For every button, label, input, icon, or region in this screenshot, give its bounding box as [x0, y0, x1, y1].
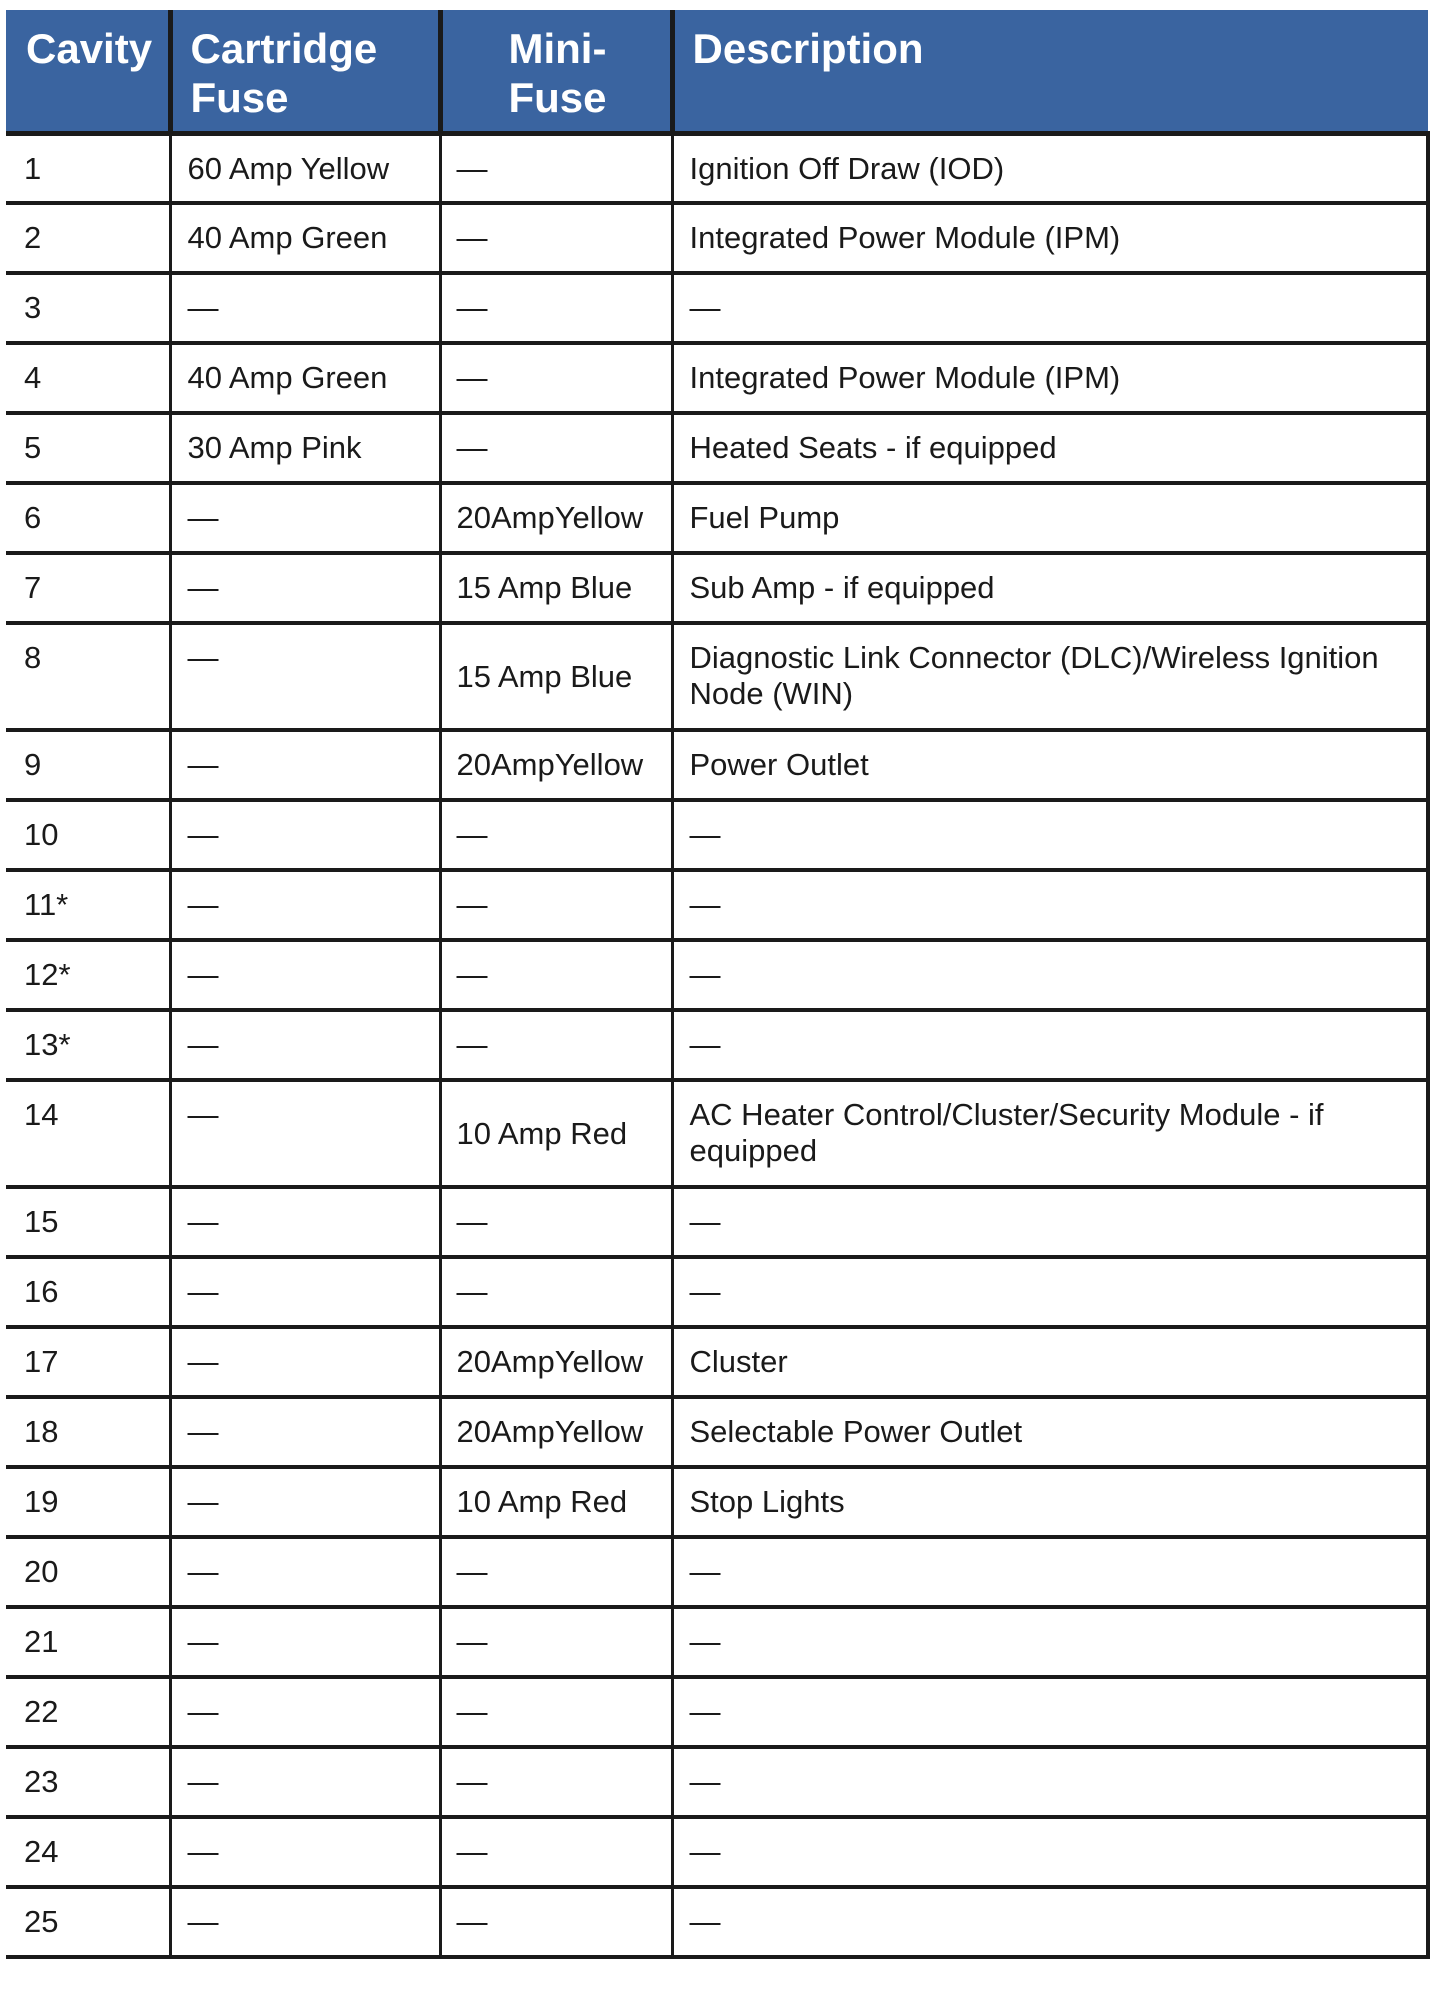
description-cell: Stop Lights: [672, 1467, 1428, 1537]
description-cell: —: [672, 870, 1428, 940]
table-row: [6, 413, 1428, 483]
cartridge-fuse-cell: —: [170, 800, 440, 870]
fuse-table-container: [6, 10, 1428, 1959]
mini-fuse-cell: 20AmpYellow: [440, 1327, 672, 1397]
description-cell: Selectable Power Outlet: [672, 1397, 1428, 1467]
cartridge-fuse-cell: —: [170, 1327, 440, 1397]
description-cell: —: [672, 1010, 1428, 1080]
description-cell: AC Heater Control/Cluster/Security Module - if equipped: [672, 1080, 1428, 1187]
mini-fuse-cell: —: [440, 1887, 672, 1957]
mini-fuse-cell: 15 Amp Blue: [440, 623, 672, 730]
description-cell: Fuel Pump: [672, 483, 1428, 553]
table-row: [6, 273, 1428, 343]
mini-fuse-cell: —: [440, 203, 672, 273]
cartridge-fuse-cell: —: [170, 1397, 440, 1467]
cartridge-fuse-cell: 60 Amp Yellow: [170, 133, 440, 203]
description-cell: Integrated Power Module (IPM): [672, 343, 1428, 413]
cavity-cell: 22: [6, 1677, 170, 1747]
cavity-cell: 18: [6, 1397, 170, 1467]
description-cell: —: [672, 1257, 1428, 1327]
description-cell: —: [672, 273, 1428, 343]
description-cell: Diagnostic Link Connector (DLC)/Wireless Ignition Node (WIN): [672, 623, 1428, 730]
cavity-cell: 23: [6, 1747, 170, 1817]
cavity-cell: 4: [6, 343, 170, 413]
cavity-cell: 15: [6, 1187, 170, 1257]
cavity-cell: 5: [6, 413, 170, 483]
description-cell: —: [672, 800, 1428, 870]
table-row: [6, 1817, 1428, 1887]
cartridge-fuse-cell: —: [170, 553, 440, 623]
cavity-cell: 3: [6, 273, 170, 343]
cavity-cell: 17: [6, 1327, 170, 1397]
table-row: [6, 1467, 1428, 1537]
table-row: [6, 553, 1428, 623]
cartridge-fuse-cell: —: [170, 1187, 440, 1257]
table-row: [6, 1747, 1428, 1817]
mini-fuse-cell: —: [440, 1817, 672, 1887]
cartridge-fuse-cell: —: [170, 623, 440, 730]
description-cell: Ignition Off Draw (IOD): [672, 133, 1428, 203]
cartridge-fuse-cell: —: [170, 1677, 440, 1747]
cartridge-fuse-cell: —: [170, 1817, 440, 1887]
header-mini-fuse: [440, 10, 672, 133]
cartridge-fuse-cell: —: [170, 273, 440, 343]
description-cell: Sub Amp - if equipped: [672, 553, 1428, 623]
table-row: [6, 1080, 1428, 1187]
mini-fuse-cell: —: [440, 870, 672, 940]
table-row: [6, 1010, 1428, 1080]
cartridge-fuse-cell: —: [170, 1887, 440, 1957]
cavity-cell: 19: [6, 1467, 170, 1537]
cavity-cell: 13*: [6, 1010, 170, 1080]
cartridge-fuse-cell: —: [170, 940, 440, 1010]
table-row: [6, 1397, 1428, 1467]
table-row: [6, 870, 1428, 940]
mini-fuse-cell: —: [440, 133, 672, 203]
table-header: [6, 10, 1428, 133]
description-cell: Cluster: [672, 1327, 1428, 1397]
cavity-cell: 24: [6, 1817, 170, 1887]
table-row: [6, 343, 1428, 413]
table-row: [6, 1327, 1428, 1397]
cartridge-fuse-cell: —: [170, 1747, 440, 1817]
cavity-cell: 8: [6, 623, 170, 730]
cartridge-fuse-cell: —: [170, 1467, 440, 1537]
description-cell: —: [672, 1817, 1428, 1887]
mini-fuse-cell: 20AmpYellow: [440, 1397, 672, 1467]
table-row: [6, 940, 1428, 1010]
description-cell: —: [672, 1747, 1428, 1817]
header-cartridge-line1: Cartridge: [190, 25, 378, 72]
mini-fuse-cell: —: [440, 1537, 672, 1607]
cartridge-fuse-cell: —: [170, 1010, 440, 1080]
mini-fuse-cell: 20AmpYellow: [440, 483, 672, 553]
table-row: [6, 203, 1428, 273]
header-cartridge-line2: Fuse: [190, 74, 289, 121]
description-cell: —: [672, 1187, 1428, 1257]
description-cell: —: [672, 1677, 1428, 1747]
description-cell: Heated Seats - if equipped: [672, 413, 1428, 483]
cartridge-fuse-cell: —: [170, 870, 440, 940]
cavity-cell: 21: [6, 1607, 170, 1677]
mini-fuse-cell: —: [440, 1010, 672, 1080]
mini-fuse-cell: 10 Amp Red: [440, 1467, 672, 1537]
cavity-cell: 20: [6, 1537, 170, 1607]
cavity-cell: 1: [6, 133, 170, 203]
description-cell: —: [672, 940, 1428, 1010]
cavity-cell: 25: [6, 1887, 170, 1957]
table-row: [6, 730, 1428, 800]
mini-fuse-cell: —: [440, 1747, 672, 1817]
cavity-cell: 10: [6, 800, 170, 870]
table-body: [6, 133, 1428, 1957]
mini-fuse-cell: 15 Amp Blue: [440, 553, 672, 623]
table-row: [6, 133, 1428, 203]
cartridge-fuse-cell: 40 Amp Green: [170, 343, 440, 413]
cartridge-fuse-cell: —: [170, 1607, 440, 1677]
cartridge-fuse-cell: 30 Amp Pink: [170, 413, 440, 483]
table-row: [6, 1187, 1428, 1257]
table-row: [6, 1677, 1428, 1747]
mini-fuse-cell: 20AmpYellow: [440, 730, 672, 800]
cartridge-fuse-cell: —: [170, 483, 440, 553]
cavity-cell: 11*: [6, 870, 170, 940]
mini-fuse-cell: —: [440, 273, 672, 343]
description-cell: —: [672, 1537, 1428, 1607]
mini-fuse-cell: —: [440, 413, 672, 483]
mini-fuse-cell: —: [440, 1257, 672, 1327]
fuse-table: [6, 10, 1430, 1959]
header-mini-line1: Mini-: [508, 25, 607, 72]
cavity-cell: 2: [6, 203, 170, 273]
description-cell: —: [672, 1887, 1428, 1957]
table-row: [6, 1887, 1428, 1957]
cartridge-fuse-cell: —: [170, 1537, 440, 1607]
cavity-cell: 7: [6, 553, 170, 623]
header-cartridge-fuse: [170, 10, 440, 133]
header-description: Description: [672, 10, 1428, 133]
description-cell: Power Outlet: [672, 730, 1428, 800]
mini-fuse-cell: —: [440, 343, 672, 413]
description-cell: —: [672, 1607, 1428, 1677]
table-row: [6, 1607, 1428, 1677]
cavity-cell: 12*: [6, 940, 170, 1010]
mini-fuse-cell: —: [440, 940, 672, 1010]
mini-fuse-cell: —: [440, 1187, 672, 1257]
mini-fuse-cell: —: [440, 1677, 672, 1747]
cavity-cell: 14: [6, 1080, 170, 1187]
cavity-cell: 6: [6, 483, 170, 553]
mini-fuse-cell: —: [440, 800, 672, 870]
cartridge-fuse-cell: —: [170, 1080, 440, 1187]
cartridge-fuse-cell: —: [170, 730, 440, 800]
table-row: [6, 483, 1428, 553]
cartridge-fuse-cell: 40 Amp Green: [170, 203, 440, 273]
header-mini-line2: Fuse: [508, 74, 607, 121]
description-cell: Integrated Power Module (IPM): [672, 203, 1428, 273]
cavity-cell: 9: [6, 730, 170, 800]
table-row: [6, 1537, 1428, 1607]
table-row: [6, 800, 1428, 870]
header-cavity: Cavity: [6, 10, 170, 133]
cavity-cell: 16: [6, 1257, 170, 1327]
table-row: [6, 623, 1428, 730]
mini-fuse-cell: —: [440, 1607, 672, 1677]
table-row: [6, 1257, 1428, 1327]
cartridge-fuse-cell: —: [170, 1257, 440, 1327]
mini-fuse-cell: 10 Amp Red: [440, 1080, 672, 1187]
